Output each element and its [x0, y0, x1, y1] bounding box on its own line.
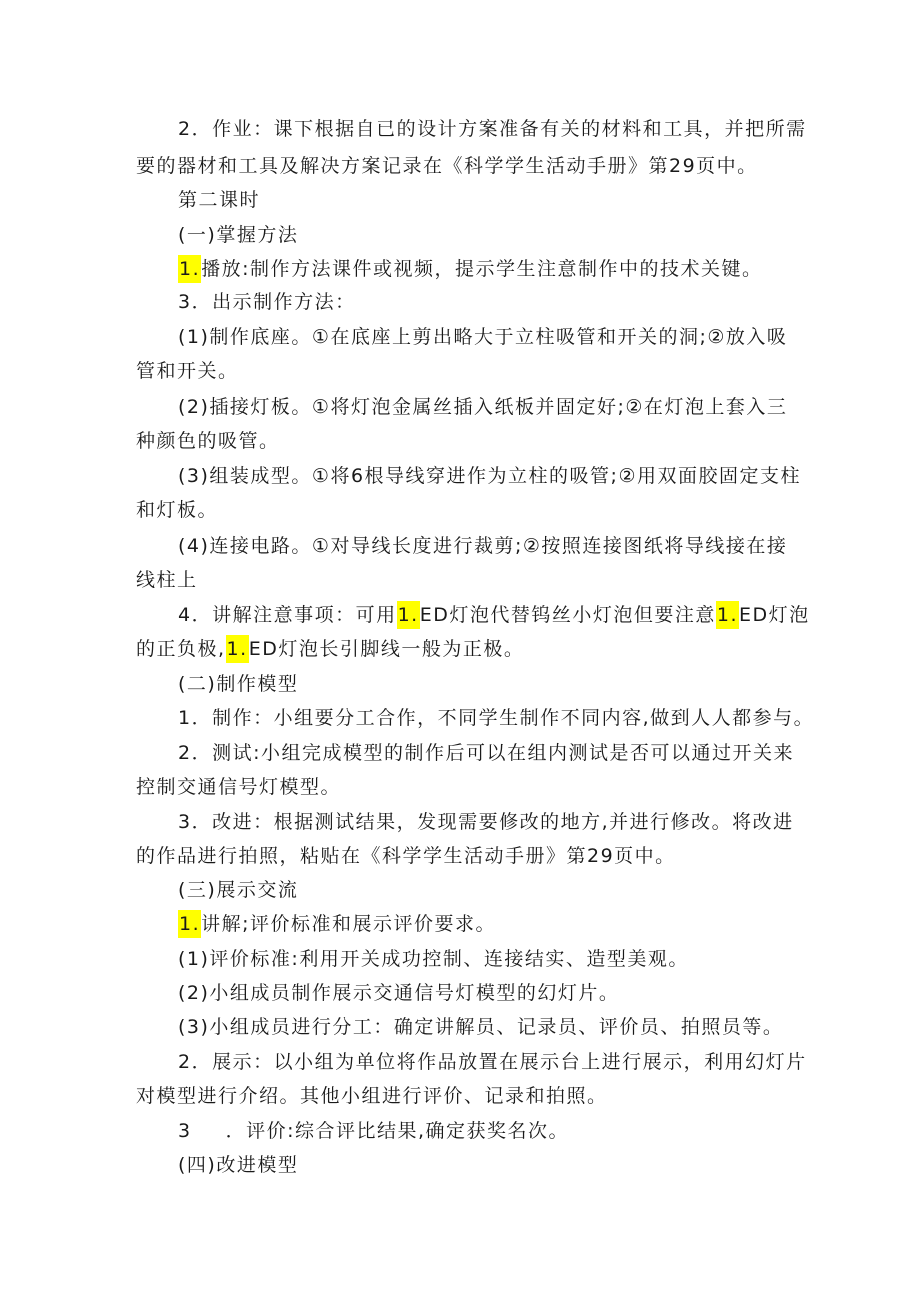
- part1-sub3-line-1: (3)组装成型。①将6根导线穿进作为立柱的吸管;②用双面胶固定支柱: [178, 465, 801, 487]
- part1-sub3-line-2: 和灯板。: [136, 499, 219, 521]
- item-4-text-e: ED灯泡长引脚线一般为正极。: [248, 638, 525, 660]
- part3-sub-1: (1)评价标准:利用开关成功控制、连接结实、造型美观。: [178, 948, 689, 970]
- homework-line-1: 2．作业：课下根据自已的设计方案准备有关的材料和工具，并把所需: [178, 118, 807, 140]
- part1-sub2-line-2: 种颜色的吸管。: [136, 430, 280, 452]
- part1-sub1-line-1: (1)制作底座。①在底座上剪出略大于立柱吸管和开关的洞;②放入吸: [178, 326, 788, 348]
- part3-item-3: [178, 1117, 569, 1145]
- lesson-title: 第二课时: [178, 189, 261, 211]
- part1-item-1-text: 播放:制作方法课件或视频，提示学生注意制作中的技术关键。: [201, 258, 763, 280]
- part3-sub-3: (3)小组成员进行分工：确定讲解员、记录员、评价员、拍照员等。: [178, 1016, 784, 1038]
- part3-item-2-line-2: 对模型进行介绍。其他小组进行评价、记录和拍照。: [136, 1085, 608, 1107]
- highlight-marker: 1.: [397, 601, 420, 629]
- part1-item-4-line-1: [178, 601, 810, 629]
- highlight-marker: 1.: [178, 910, 201, 938]
- section-heading-4: (四)改进模型: [178, 1154, 299, 1176]
- part1-sub4-line-2: 线柱上: [136, 569, 198, 591]
- part3-item-2-line-1: 2．展示：以小组为单位将作品放置在展示台上进行展示，利用幻灯片: [178, 1051, 807, 1073]
- part3-item-3-num: 3: [178, 1120, 192, 1142]
- homework-line-2: 要的器材和工具及解决方案记录在《科学学生活动手册》第29页中。: [136, 155, 758, 177]
- part2-item-1: 1．制作：小组要分工合作，不同学生制作不同内容,做到人人都参与。: [178, 707, 815, 729]
- part2-item-2-line-1: 2．测试:小组完成模型的制作后可以在组内测试是否可以通过开关来: [178, 742, 794, 764]
- part3-item-1-text: 讲解;评价标准和展示评价要求。: [201, 913, 497, 935]
- section-heading-3: (三)展示交流: [178, 879, 299, 901]
- item-4-text-b: ED灯泡代替钨丝小灯泡但要注意: [419, 604, 716, 626]
- part3-item-3-text: ．评价:综合评比结果,确定获奖名次。: [225, 1120, 570, 1142]
- part2-item-3-line-2: 的作品进行拍照，粘贴在《科学学生活动手册》第29页中。: [136, 845, 676, 867]
- part1-sub2-line-1: (2)插接灯板。①将灯泡金属丝插入纸板并固定好;②在灯泡上套入三: [178, 396, 788, 418]
- highlight-marker: 1.: [226, 635, 249, 663]
- item-4-text-d: 的正负极,: [136, 638, 226, 660]
- part3-sub-2: (2)小组成员制作展示交通信号灯模型的幻灯片。: [178, 982, 620, 1004]
- part3-item-1: [178, 910, 496, 938]
- section-heading-2: (二)制作模型: [178, 673, 299, 695]
- highlight-marker: 1.: [716, 601, 739, 629]
- part2-item-2-line-2: 控制交通信号灯模型。: [136, 776, 342, 798]
- part1-item-3: 3．出示制作方法：: [178, 291, 356, 313]
- section-heading-1: (一)掌握方法: [178, 224, 299, 246]
- part1-item-4-line-2: [136, 635, 524, 663]
- highlight-marker: 1.: [178, 255, 201, 283]
- part1-item-1: [178, 255, 763, 283]
- part1-sub4-line-1: (4)连接电路。①对导线长度进行裁剪;②按照连接图纸将导线接在接: [178, 535, 788, 557]
- item-4-text-c: ED灯泡: [739, 604, 810, 626]
- part2-item-3-line-1: 3．改进：根据测试结果，发现需要修改的地方,并进行修改。将改进: [178, 811, 794, 833]
- item-4-text-a: 4．讲解注意事项：可用: [178, 604, 397, 626]
- part1-sub1-line-2: 管和开关。: [136, 360, 239, 382]
